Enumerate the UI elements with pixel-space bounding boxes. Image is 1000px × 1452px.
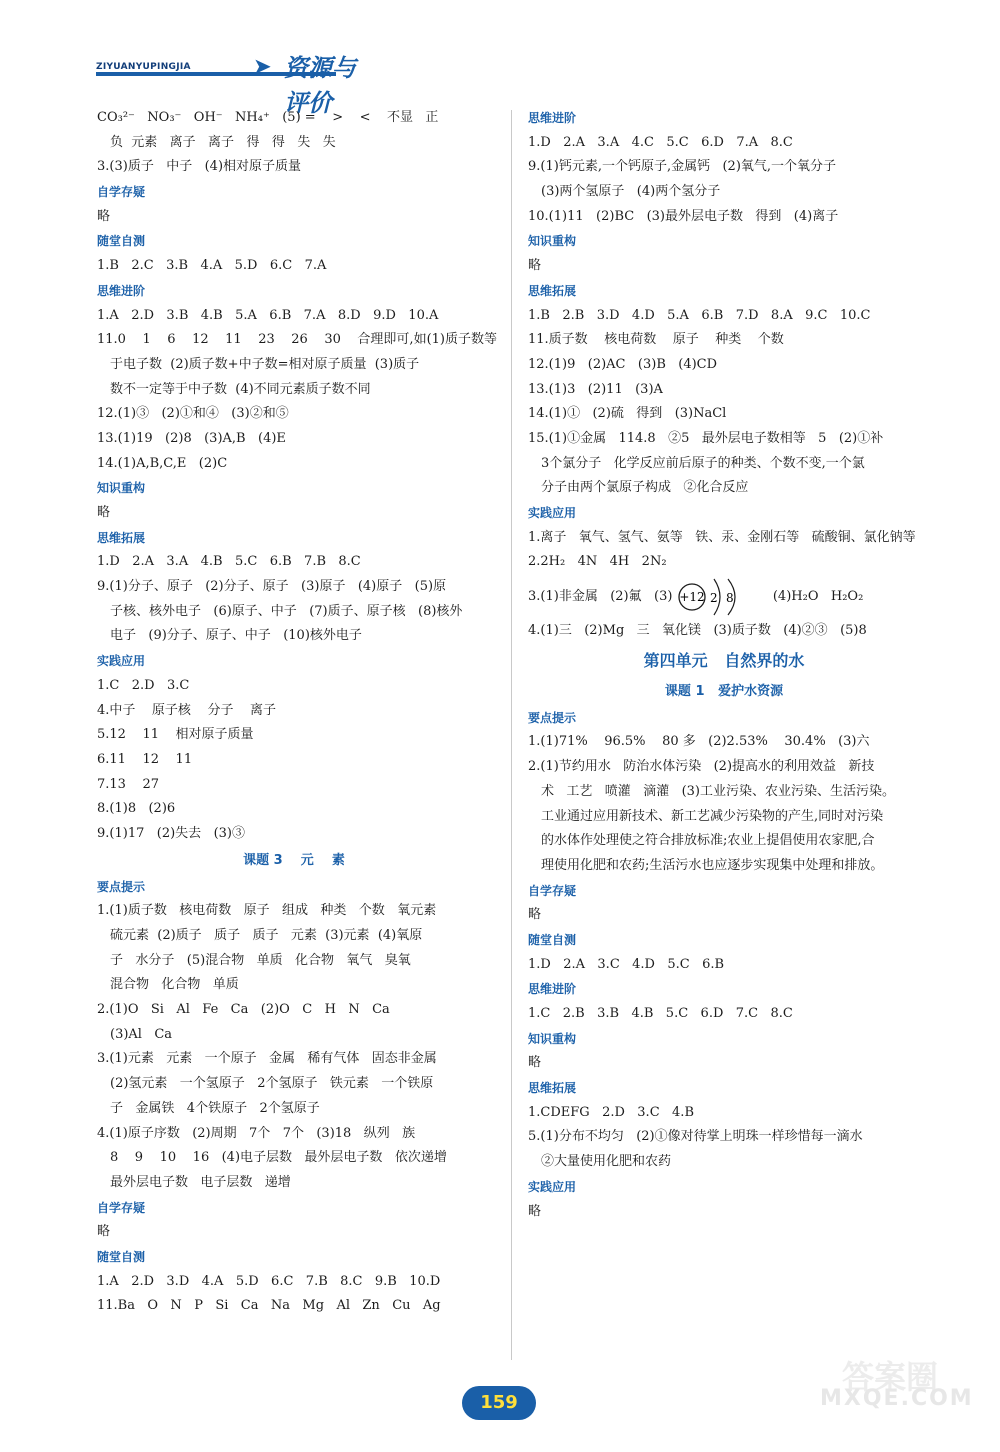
answer-line: 10.(1)11 (2)BC (3)最外层电子数 得到 (4)离子 — [528, 208, 839, 224]
answer-line: 略 — [97, 1224, 111, 1240]
answer-line: 3.(1)元素 元素 一个原子 金属 稀有气体 固态非金属 — [97, 1051, 437, 1067]
section-heading: 随堂自测 — [97, 1249, 146, 1264]
answer-text: (4)H₂O H₂O₂ — [760, 588, 864, 604]
section-heading: 要点提示 — [528, 710, 577, 725]
answer-line: 1.D 2.A 3.A 4.C 5.C 6.D 7.A 8.C — [528, 134, 793, 150]
watermark-top: 答案圈 — [842, 1358, 939, 1396]
answer-line: 略 — [97, 208, 111, 224]
section-heading: 自学存疑 — [97, 185, 146, 200]
answer-line: (2)氢元素 一个氢原子 2个氢原子 铁元素 一个铁原 — [110, 1076, 434, 1092]
section-heading: 随堂自测 — [528, 932, 577, 947]
answer-line: 电子 (9)分子、原子、中子 (10)核外电子 — [110, 628, 362, 644]
answer-line: 1.A 2.D 3.B 4.B 5.A 6.B 7.A 8.D 9.D 10.A — [97, 307, 439, 323]
answer-line: 1.B 2.C 3.B 4.A 5.D 6.C 7.A — [97, 258, 327, 274]
electron-count: 2 — [710, 591, 719, 606]
answer-line: 15.(1)①金属 114.8 ②5 最外层电子数相等 5 (2)①补 — [528, 430, 884, 446]
answer-line: 1.C 2.D 3.C — [97, 677, 190, 693]
answer-line: 术 工艺 喷灌 滴灌 (3)工业污染、农业污染、生活污染。 — [541, 783, 896, 799]
section-heading: 自学存疑 — [97, 1200, 146, 1215]
lesson-title: 课题 3 元 素 — [243, 852, 345, 868]
answer-line: 1.离子 氧气、氢气、氨等 铁、汞、金刚石等 硫酸铜、氯化钠等 — [528, 529, 916, 545]
answer-line: 13.(1)19 (2)8 (3)A,B (4)E — [97, 430, 286, 446]
answer-line-atom — [528, 575, 920, 619]
section-heading: 自学存疑 — [528, 883, 577, 898]
answer-line: 5.12 11 相对原子质量 — [97, 727, 254, 743]
answer-line: 子 金属铁 4个铁原子 2个氢原子 — [110, 1100, 320, 1116]
answer-line: 6.11 12 11 — [97, 751, 193, 767]
section-heading: 思维拓展 — [97, 530, 146, 545]
answer-line: 11.Ba O N P Si Ca Na Mg Al Zn Cu Ag — [97, 1298, 441, 1314]
answer-line: 14.(1)A,B,C,E (2)C — [97, 455, 228, 471]
section-heading: 思维进阶 — [528, 982, 577, 997]
section-heading: 要点提示 — [97, 879, 146, 894]
answer-line: 12.(1)③ (2)①和④ (3)②和⑤ — [97, 406, 289, 422]
answer-line: 11.质子数 核电荷数 原子 种类 个数 — [528, 332, 784, 348]
answer-line: 4.(1)三 (2)Mg 三 氧化镁 (3)质子数 (4)②③ (5)8 — [528, 623, 867, 639]
atom-structure-diagram — [676, 575, 756, 619]
answer-line: (3)Al Ca — [110, 1026, 173, 1042]
answer-line: 1.A 2.D 3.D 4.A 5.D 6.C 7.B 8.C 9.B 10.D — [97, 1273, 441, 1289]
answer-line: 8 9 10 16 (4)电子层数 最外层电子数 依次递增 — [110, 1150, 447, 1166]
answer-line: 1.D 2.A 3.C 4.D 5.C 6.B — [528, 956, 725, 972]
answer-line: 理使用化肥和农药;生活污水也应逐步实现集中处理和排放。 — [541, 857, 884, 873]
answer-line: 略 — [528, 907, 542, 923]
answer-line: 略 — [528, 1055, 542, 1071]
answer-line: 分子由两个氯原子构成 ②化合反应 — [541, 480, 749, 496]
answer-line: 子核、核外电子 (6)原子、中子 (7)质子、原子核 (8)核外 — [110, 603, 463, 619]
answer-line: 数不一定等于中子数 (4)不同元素质子数不同 — [110, 381, 371, 397]
answer-line: 8.(1)8 (2)6 — [97, 801, 176, 817]
lesson-title: 课题 1 爱护水资源 — [664, 683, 784, 699]
answer-line: 于电子数 (2)质子数+中子数=相对原子质量 (3)质子 — [110, 356, 420, 372]
answer-line: 略 — [528, 258, 542, 274]
section-heading: 知识重构 — [97, 481, 146, 496]
answer-line: 2.(1)O Si Al Fe Ca (2)O C H N Ca — [97, 1002, 390, 1018]
answer-line: 1.C 2.B 3.B 4.B 5.C 6.D 7.C 8.C — [528, 1006, 793, 1021]
arrow-icon: ➤ — [254, 54, 271, 78]
answer-line: 5.(1)分布不均匀 (2)①像对待掌上明珠一样珍惜每一滴水 — [528, 1129, 863, 1145]
unit-title: 第四单元 自然界的水 — [643, 650, 805, 670]
header-title: 资源与评价 — [284, 54, 356, 117]
answer-line: 1.CDEFG 2.D 3.C 4.B — [528, 1104, 694, 1120]
answer-line: ②大量使用化肥和农药 — [541, 1154, 672, 1170]
answer-line: 7.13 27 — [97, 776, 160, 792]
answer-line: 4.(1)原子序数 (2)周期 7个 7个 (3)18 纵列 族 — [97, 1125, 416, 1141]
answer-line: 硫元素 (2)质子 质子 质子 元素 (3)元素 (4)氧原 — [110, 928, 423, 943]
answer-line: 混合物 化合物 单质 — [110, 977, 239, 993]
answer-line: 略 — [97, 505, 111, 520]
answer-line: 13.(1)3 (2)11 (3)A — [528, 381, 663, 397]
answer-line: 9.(1)钙元素,一个钙原子,金属钙 (2)氧气,一个氧分子 — [528, 159, 837, 175]
left-column — [97, 106, 497, 1319]
answer-line: 14.(1)① (2)硫 得到 (3)NaCl — [528, 406, 727, 422]
answer-line: 1.B 2.B 3.D 4.D 5.A 6.B 7.D 8.A 9.C 10.C — [528, 307, 871, 323]
answer-line: 负 元素 离子 离子 得 得 失 失 — [110, 134, 336, 150]
answer-line: 略 — [528, 1203, 542, 1219]
answer-line: 1.(1)质子数 核电荷数 原子 组成 种类 个数 氧元素 — [97, 903, 437, 919]
header-pinyin: ZIYUANYUPINGJIA — [96, 62, 191, 72]
answer-line: (3)两个氢原子 (4)两个氢分子 — [541, 184, 721, 200]
answer-line: CO₃²⁻ NO₃⁻ OH⁻ NH₄⁺ (5) = > < 不显 正 — [97, 110, 439, 125]
section-heading: 实践应用 — [528, 506, 577, 520]
book-header — [96, 44, 356, 117]
nucleus-charge: +12 — [679, 590, 706, 605]
answer-line: 工业通过应用新技术、新工艺减少污染物的产生,同时对污染 — [541, 808, 884, 824]
page-number: 159 — [462, 1386, 536, 1420]
answer-line: 2.(1)节约用水 防治水体污染 (2)提高水的利用效益 新技 — [528, 759, 875, 775]
section-heading: 实践应用 — [528, 1179, 577, 1194]
section-heading: 实践应用 — [97, 654, 146, 669]
answer-line: 3个氯分子 化学反应前后原子的种类、个数不变,一个氯 — [541, 455, 865, 471]
section-heading: 思维进阶 — [528, 111, 577, 125]
answer-line: 4.中子 原子核 分子 离子 — [97, 702, 276, 718]
right-column — [528, 106, 920, 1224]
answer-line: 9.(1)17 (2)失去 (3)③ — [97, 825, 245, 841]
answer-line: 最外层电子数 电子层数 递增 — [110, 1174, 291, 1190]
answer-line: 11.0 1 6 12 11 23 26 30 合理即可,如(1)质子数等 — [97, 332, 497, 348]
answer-line: 2.2H₂ 4N 4H 2N₂ — [528, 554, 667, 570]
answer-line: 子 水分子 (5)混合物 单质 化合物 氧气 臭氧 — [110, 952, 411, 968]
answer-line: 的水体作处理使之符合排放标准;农业上提倡使用农家肥,合 — [541, 833, 875, 849]
answer-text: 3.(1)非金属 (2)氟 (3) — [528, 588, 673, 604]
section-heading: 思维拓展 — [528, 283, 577, 298]
section-heading: 思维进阶 — [97, 283, 146, 298]
answer-line: 1.D 2.A 3.A 4.B 5.C 6.B 7.B 8.C — [97, 554, 361, 570]
section-heading: 随堂自测 — [97, 234, 146, 249]
column-divider — [511, 110, 512, 1360]
watermark-bottom: MXQE.COM — [820, 1386, 974, 1411]
section-heading: 思维拓展 — [528, 1081, 577, 1096]
electron-count: 8 — [726, 591, 735, 606]
section-heading: 知识重构 — [528, 234, 577, 249]
answer-line: 12.(1)9 (2)AC (3)B (4)CD — [528, 356, 718, 372]
section-heading: 知识重构 — [528, 1031, 577, 1046]
answer-line: 1.(1)71% 96.5% 80 多 (2)2.53% 30.4% (3)六 — [528, 734, 870, 750]
answer-line: 3.(3)质子 中子 (4)相对原子质量 — [97, 159, 302, 175]
answer-line: 9.(1)分子、原子 (2)分子、原子 (3)原子 (4)原子 (5)原 — [97, 579, 447, 595]
